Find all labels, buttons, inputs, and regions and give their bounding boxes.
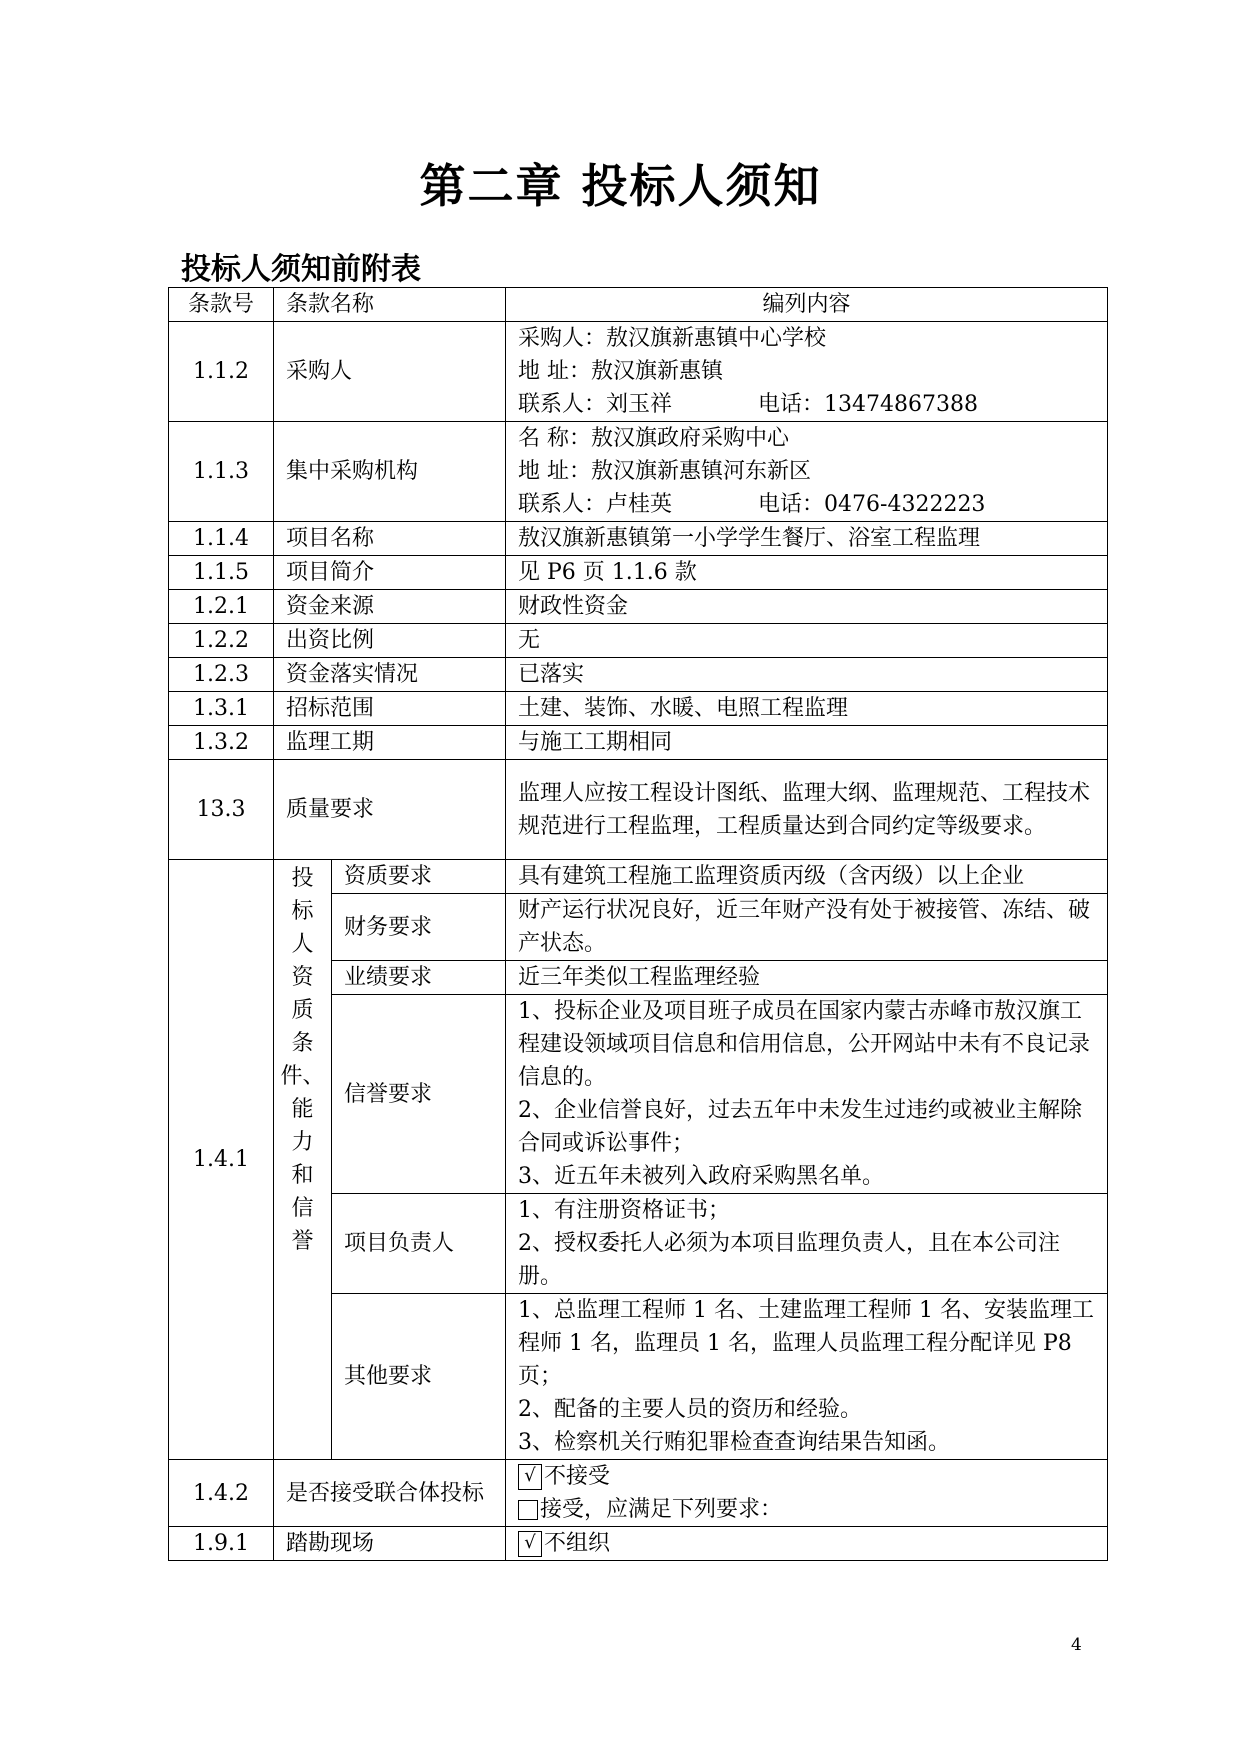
group-label-char: 投 [291, 866, 314, 891]
content-line: 名 称：敖汉旗政府采购中心 [518, 426, 790, 451]
unchecked-checkbox[interactable] [518, 1500, 538, 1520]
table-row [169, 322, 1108, 422]
group-label-char: 信 [291, 1196, 314, 1221]
clause-no: 1.1.3 [169, 422, 274, 522]
table-row [169, 760, 1108, 860]
content-line: 采购人：敖汉旗新惠镇中心学校 [518, 326, 827, 351]
table-row [169, 692, 1108, 726]
group-label-char: 件、 [280, 1064, 325, 1089]
clause-name: 质量要求 [274, 760, 506, 860]
page-number: 4 [1071, 1635, 1082, 1655]
sub-clause-content: 财产运行状况良好，近三年财产没有处于被接管、冻结、破产状态。 [506, 894, 1108, 961]
table-header-row [169, 288, 1108, 322]
sub-clause-name: 业绩要求 [332, 961, 506, 995]
table-row [169, 1527, 1108, 1561]
clause-name: 资金落实情况 [274, 658, 506, 692]
sub-clause-content: 1、总监理工程师 1 名、土建监理工程师 1 名、安装监理工程师 1 名，监理员 1 名，监理人员监理工程分配详见 P8 页； 2、配备的主要人员的资历和经验。 3、检察机关行贿犯罪检查查询结果告知函。 [506, 1294, 1108, 1460]
group-label-char: 人 [291, 932, 314, 957]
content-line: 联系人：卢桂英 电话：0476-4322223 [518, 492, 986, 517]
clause-content: 与施工工期相同 [506, 726, 1108, 760]
group-label-char: 条 [291, 1031, 314, 1056]
table-row [169, 422, 1108, 522]
sub-clause-content: 具有建筑工程施工监理资质丙级（含丙级）以上企业 [506, 860, 1108, 894]
header-content: 编列内容 [506, 288, 1108, 322]
header-clause-no: 条款号 [169, 288, 274, 322]
table-row [169, 522, 1108, 556]
group-label-char: 资 [291, 965, 314, 990]
chapter-title: 第二章 投标人须知 [419, 159, 822, 213]
clause-content [506, 422, 1108, 522]
sub-clause-name: 信誉要求 [332, 995, 506, 1194]
table-row [169, 624, 1108, 658]
clause-no: 1.4.1 [169, 860, 274, 1460]
checked-checkbox[interactable]: √ [518, 1464, 542, 1490]
clause-no: 13.3 [169, 760, 274, 860]
sub-clause-content: 1、有注册资格证书； 2、授权委托人必须为本项目监理负责人，且在本公司注册。 [506, 1194, 1108, 1294]
content-line: 地 址：敖汉旗新惠镇 [518, 359, 724, 384]
clause-name: 踏勘现场 [274, 1527, 506, 1561]
sub-clause-name: 其他要求 [332, 1294, 506, 1460]
content-line: 地 址：敖汉旗新惠镇河东新区 [518, 459, 812, 484]
clause-content: 监理人应按工程设计图纸、监理大纲、监理规范、工程技术规范进行工程监理，工程质量达到合同约定等级要求。 [506, 760, 1108, 860]
sub-clause-content: 1、投标企业及项目班子成员在国家内蒙古赤峰市敖汉旗工程建设领域项目信息和信用信息，公开网站中未有不良记录信息的。 2、企业信誉良好，过去五年中未发生过违约或被业主解除合同或诉讼事件； 3、近五年未被列入政府采购黑名单。 [506, 995, 1108, 1194]
table-row [169, 860, 1108, 894]
checked-checkbox[interactable]: √ [518, 1531, 542, 1557]
clause-no: 1.3.1 [169, 692, 274, 726]
sub-clause-name: 财务要求 [332, 894, 506, 961]
header-clause-name: 条款名称 [274, 288, 506, 322]
table-row [169, 590, 1108, 624]
clause-content [506, 322, 1108, 422]
clause-no: 1.9.1 [169, 1527, 274, 1561]
clause-no: 1.2.1 [169, 590, 274, 624]
clause-content: 敖汉旗新惠镇第一小学学生餐厅、浴室工程监理 [506, 522, 1108, 556]
table-row [169, 658, 1108, 692]
clause-no: 1.2.2 [169, 624, 274, 658]
section-title: 投标人须知前附表 [181, 252, 421, 287]
group-label-char: 和 [291, 1163, 314, 1188]
clause-content: 见 P6 页 1.1.6 款 [506, 556, 1108, 590]
group-label-char: 誉 [291, 1229, 314, 1254]
table-row [169, 1460, 1108, 1527]
table-row [169, 726, 1108, 760]
clause-name: 采购人 [274, 322, 506, 422]
clause-no: 1.4.2 [169, 1460, 274, 1527]
clause-content: √ 不接受 接受，应满足下列要求： [506, 1460, 1108, 1527]
clause-content: 无 [506, 624, 1108, 658]
sub-clause-content: 近三年类似工程监理经验 [506, 961, 1108, 995]
clause-name: 资金来源 [274, 590, 506, 624]
clause-name: 是否接受联合体投标 [274, 1460, 506, 1527]
clause-no: 1.1.2 [169, 322, 274, 422]
group-label-char: 标 [291, 899, 314, 924]
clause-content: √ 不组织 [506, 1527, 1108, 1561]
clause-name: 出资比例 [274, 624, 506, 658]
instructions-table [168, 287, 1108, 1561]
group-label-char: 质 [291, 998, 314, 1023]
clause-content: 土建、装饰、水暖、电照工程监理 [506, 692, 1108, 726]
clause-no: 1.3.2 [169, 726, 274, 760]
table-row [169, 556, 1108, 590]
group-label-char: 能 [291, 1097, 314, 1122]
sub-clause-name: 资质要求 [332, 860, 506, 894]
clause-no: 1.1.5 [169, 556, 274, 590]
clause-name: 项目名称 [274, 522, 506, 556]
content-line: 联系人：刘玉祥 电话：13474867388 [518, 392, 978, 417]
clause-no: 1.1.4 [169, 522, 274, 556]
clause-no: 1.2.3 [169, 658, 274, 692]
group-label-char: 力 [291, 1130, 314, 1155]
clause-name: 项目简介 [274, 556, 506, 590]
clause-content: 财政性资金 [506, 590, 1108, 624]
clause-name: 集中采购机构 [274, 422, 506, 522]
clause-name: 招标范围 [274, 692, 506, 726]
sub-clause-name: 项目负责人 [332, 1194, 506, 1294]
qualification-group-label [274, 860, 332, 1460]
clause-name: 监理工期 [274, 726, 506, 760]
clause-content: 已落实 [506, 658, 1108, 692]
